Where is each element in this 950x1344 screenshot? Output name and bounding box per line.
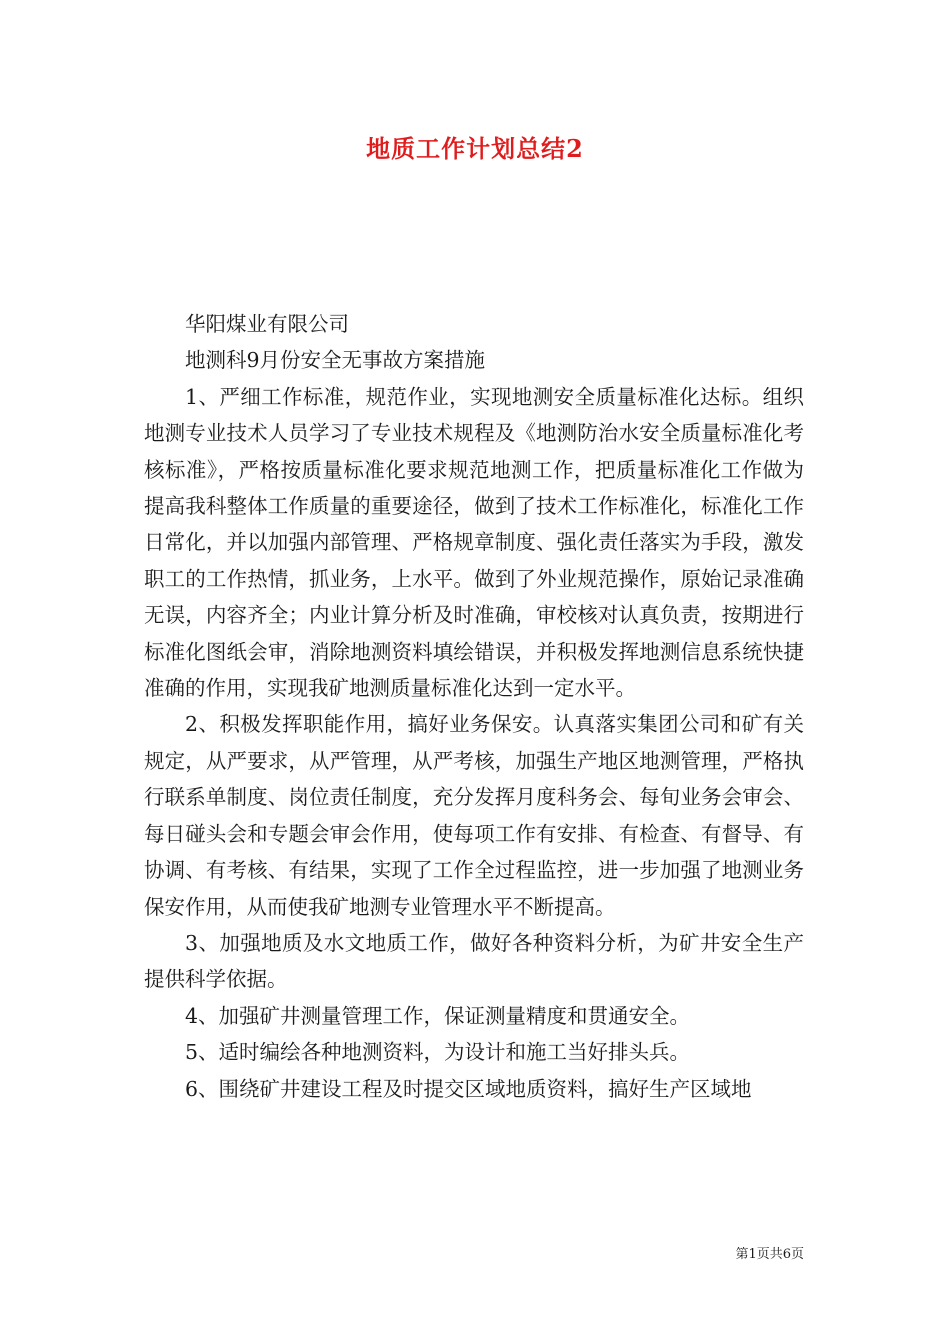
paragraph-subtitle: 地测科9月份安全无事故方案措施	[185, 348, 486, 373]
paragraph-item-5: 5、适时编绘各种地测资料，为设计和施工当好排头兵。	[185, 1040, 691, 1065]
document-title: 地质工作计划总结2	[366, 134, 584, 163]
paragraph-item-4: 4、加强矿井测量管理工作，保证测量精度和贯通安全。	[185, 1003, 691, 1028]
document-body	[144, 306, 804, 1107]
paragraph-item-3: 3、加强地质及水文地质工作，做好各种资料分析，为矿井安全生产提供科学依据。	[144, 930, 804, 992]
page-number-footer: 第1页共6页	[735, 1247, 804, 1262]
paragraph-item-2: 2、积极发挥职能作用，搞好业务保安。认真落实集团公司和矿有关规定，从严要求，从严管理，从严考核，加强生产地区地测管理，严格执行联系单制度、岗位责任制度，充分发挥月度科务会、每旬业务会审会、每日碰头会和专题会审会作用，使每项工作有安排、有检查、有督导、有协调、有考核、有结果，实现了工作全过程监控，进一步加强了地测业务保安作用，从而使我矿地测专业管理水平不断提高。	[144, 712, 804, 919]
paragraph-company: 华阳煤业有限公司	[185, 312, 349, 336]
paragraph-item-1: 1、严细工作标准，规范作业，实现地测安全质量标准化达标。组织地测专业技术人员学习了专业技术规程及《地测防治水安全质量标准化考核标准》，严格按质量标准化要求规范地测工作，把质量标准化工作做为提高我科整体工作质量的重要途径，做到了技术工作标准化，标准化工作日常化，并以加强内部管理、严格规章制度、强化责任落实为手段，激发职工的工作热情，抓业务，上水平。做到了外业规范操作，原始记录准确无误，内容齐全；内业计算分析及时准确，审校核对认真负责，按期进行标准化图纸会审，消除地测资料填绘错误，并积极发挥地测信息系统快捷准确的作用，实现我矿地测质量标准化达到一定水平。	[144, 384, 804, 701]
paragraph-item-6: 6、围绕矿井建设工程及时提交区域地质资料，搞好生产区域地	[185, 1076, 752, 1101]
